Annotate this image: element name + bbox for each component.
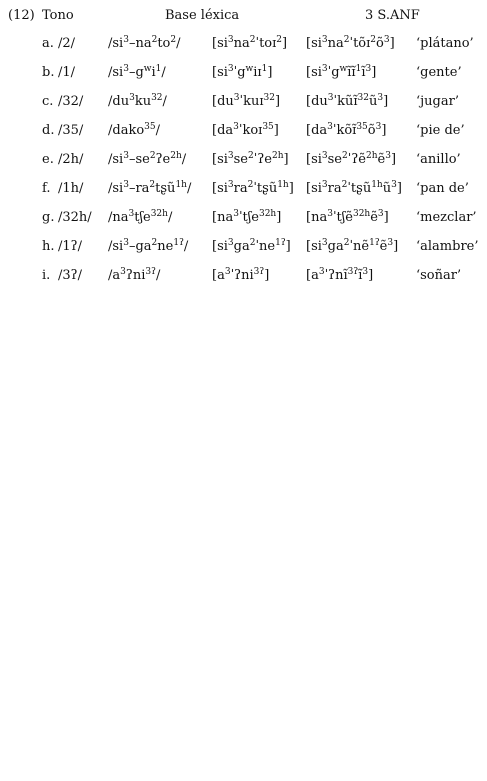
row-3s-anf-form [306, 181, 402, 197]
segment-text: / [161, 65, 166, 80]
segment-text: [du [212, 94, 234, 109]
segment-text: [da [306, 123, 328, 138]
row-surface-form [212, 152, 289, 168]
segment-text: se [327, 152, 343, 167]
tone-superscript: 3 [227, 151, 234, 161]
tone-superscript: 3ʔ [253, 267, 265, 277]
row-tone: /3ʔ/ [58, 268, 83, 283]
segment-text: –ra [128, 181, 150, 196]
tone-superscript: 1ʔ [275, 238, 286, 248]
segment-text: ] [264, 268, 270, 283]
segment-text: ] [381, 123, 387, 138]
row-letter: f. [42, 181, 51, 196]
segment-text: ] [371, 65, 377, 80]
segment-text: [si [306, 239, 322, 254]
tone-superscript: 3 [327, 122, 333, 132]
segment-text: õ [367, 123, 376, 138]
tone-superscript: 3 [227, 238, 234, 248]
example-number: (12) [8, 8, 35, 23]
tone-superscript: 32 [263, 93, 275, 103]
tone-superscript: 3 [383, 35, 390, 45]
segment-text: /si [108, 152, 124, 167]
segment-text: ˈkõɪ̃ [332, 123, 357, 138]
segment-text: ] [282, 36, 288, 51]
row-tone: /1h/ [58, 181, 84, 196]
segment-text: ] [273, 123, 279, 138]
tone-superscript: 3 [321, 64, 328, 74]
segment-text: ʔe [155, 152, 171, 167]
segment-text: [si [212, 239, 228, 254]
segment-text: /si [108, 36, 124, 51]
row-gloss: ‘gente’ [416, 65, 462, 80]
tone-superscript: 2 [370, 35, 377, 45]
segment-text: ] [276, 210, 282, 225]
row-tone: /1ʔ/ [58, 239, 83, 254]
tone-superscript: 2 [343, 238, 350, 248]
row-gloss: ‘plátano’ [416, 36, 474, 51]
tone-superscript: 2 [342, 151, 348, 161]
segment-text: –ga [128, 239, 152, 254]
header-3s-anf: 3 S.ANF [365, 8, 420, 23]
tone-superscript: 3 [385, 151, 391, 161]
tone-superscript: 2 [341, 180, 348, 190]
tone-superscript: 3 [362, 267, 369, 277]
row-gloss: ‘soñar’ [416, 268, 462, 283]
segment-text: ] [274, 94, 281, 109]
tone-superscript: 3 [227, 35, 234, 45]
tone-superscript: 3 [377, 93, 384, 103]
segment-text: / [155, 268, 161, 283]
tone-superscript: 2 [248, 151, 254, 161]
segment-text: ] [390, 152, 397, 167]
tone-superscript: 2 [149, 180, 156, 190]
tone-superscript: 3 [387, 238, 394, 248]
tone-superscript: 32 [357, 93, 369, 103]
tone-superscript: 3 [123, 180, 129, 190]
row-surface-form [212, 65, 272, 81]
tone-superscript: 3 [391, 180, 397, 190]
segment-text: /si [108, 65, 124, 80]
tone-superscript: 2h [170, 151, 182, 161]
tone-superscript: 3 [227, 64, 234, 74]
segment-text: ˈg [233, 65, 246, 80]
segment-text: [a [306, 268, 319, 283]
segment-text: /a [108, 268, 121, 283]
tone-superscript: 3ʔ [145, 267, 156, 277]
segment-text: ] [267, 65, 273, 80]
row-3s-anf-form [306, 94, 388, 110]
segment-text: –na [128, 36, 152, 51]
segment-text: / [176, 36, 181, 51]
row-letter: d. [42, 123, 55, 138]
segment-text: [si [306, 152, 322, 167]
segment-text: [na [212, 210, 234, 225]
segment-text: ra [327, 181, 342, 196]
segment-text: ĩɪ̃ [347, 65, 356, 80]
segment-text: –g [128, 65, 144, 80]
row-gloss: ‘anillo’ [416, 152, 461, 167]
tone-superscript: 2 [151, 35, 158, 45]
segment-text: ga [327, 239, 344, 254]
segment-text: ˈkoɪ [238, 123, 263, 138]
tone-superscript: 1ʔ [369, 238, 380, 248]
tone-superscript: 1 [155, 64, 162, 74]
segment-text: /na [108, 210, 129, 225]
row-letter: g. [42, 210, 55, 225]
segment-text: /si [108, 239, 124, 254]
row-tone: /2h/ [58, 152, 84, 167]
header-tone: Tono [42, 8, 74, 23]
tone-superscript: 3 [321, 35, 328, 45]
tone-superscript: 1h [277, 180, 289, 190]
segment-text: ˈtoɪ [255, 36, 277, 51]
tone-superscript: 2h [272, 151, 284, 161]
segment-text: ũ [368, 94, 378, 109]
segment-text: / [167, 210, 173, 225]
segment-text: na [327, 36, 344, 51]
tone-superscript: 2 [249, 35, 256, 45]
tone-superscript: 3 [233, 122, 239, 132]
segment-text: ˈg [327, 65, 340, 80]
row-letter: h. [42, 239, 55, 254]
segment-text: [da [212, 123, 234, 138]
segment-text: ] [396, 181, 402, 196]
row-base-lexica [108, 152, 186, 168]
segment-text: /dako [108, 123, 145, 138]
row-base-lexica [108, 210, 172, 226]
segment-text: ĩ [358, 268, 363, 283]
segment-text: ˈnẽ [349, 239, 370, 254]
segment-text: i [151, 65, 156, 80]
tone-superscript: 2 [249, 238, 256, 248]
tone-superscript: 3 [123, 64, 129, 74]
tone-superscript: 3 [233, 209, 239, 219]
row-base-lexica [108, 123, 160, 139]
segment-text: /du [108, 94, 130, 109]
segment-text: ẽ [370, 210, 378, 225]
segment-text: ga [233, 239, 250, 254]
tone-superscript: 1h [371, 180, 383, 190]
tone-superscript: 3 [129, 93, 135, 103]
segment-text: ] [383, 210, 389, 225]
tone-superscript: w [143, 64, 152, 74]
tone-superscript: 32h [352, 209, 371, 219]
segment-text: ˈʔnĩ [324, 268, 348, 283]
segment-text: / [186, 181, 192, 196]
segment-text: ] [283, 152, 289, 167]
segment-text: / [183, 239, 189, 254]
row-tone: /32h/ [58, 210, 92, 225]
tone-superscript: 35 [356, 122, 368, 132]
segment-text: [na [306, 210, 328, 225]
tone-superscript: 32 [151, 93, 163, 103]
row-letter: b. [42, 65, 55, 80]
row-3s-anf-form [306, 152, 396, 168]
tone-superscript: 3 [224, 267, 231, 277]
row-tone: /1/ [58, 65, 76, 80]
segment-text: [si [212, 152, 228, 167]
tone-superscript: 1ʔ [173, 238, 184, 248]
segment-text: ˈtõɪ [349, 36, 371, 51]
segment-text: na [233, 36, 250, 51]
segment-text: / [155, 123, 160, 138]
row-gloss: ‘alambre’ [416, 239, 479, 254]
segment-text: ku [134, 94, 152, 109]
segment-text: ] [288, 181, 294, 196]
row-tone: /2/ [58, 36, 76, 51]
row-surface-form [212, 210, 281, 226]
tone-superscript: 3 [327, 209, 333, 219]
row-letter: i. [42, 268, 51, 283]
tone-superscript: 35 [262, 122, 274, 132]
tone-superscript: 2h [366, 151, 378, 161]
tone-superscript: 3 [227, 180, 234, 190]
row-3s-anf-form [306, 65, 376, 81]
segment-text: ˈkuɪ [239, 94, 264, 109]
tone-superscript: 1 [261, 64, 268, 74]
row-3s-anf-form [306, 210, 389, 226]
tone-superscript: 2 [276, 35, 283, 45]
segment-text: ẽ [377, 152, 386, 167]
segment-text: ] [285, 239, 291, 254]
segment-text: [si [212, 181, 228, 196]
tone-superscript: 3 [123, 151, 129, 161]
segment-text: / [162, 94, 167, 109]
segment-text: ˈʔẽ [347, 152, 366, 167]
tone-superscript: 2 [247, 180, 254, 190]
segment-text: / [181, 152, 187, 167]
segment-text: ˈtʃẽ [332, 210, 353, 225]
tone-superscript: 2 [151, 238, 158, 248]
segment-text: ˈtʃe [238, 210, 259, 225]
segment-text: ] [368, 268, 374, 283]
tone-superscript: 3 [120, 267, 126, 277]
tone-superscript: 3 [321, 151, 328, 161]
segment-text: [a [212, 268, 225, 283]
segment-text: [si [212, 36, 228, 51]
tone-superscript: 3 [365, 64, 372, 74]
tone-superscript: 2 [343, 35, 350, 45]
tone-superscript: 3 [123, 35, 129, 45]
header-base-lexica: Base léxica [165, 8, 240, 23]
tone-superscript: 3ʔ [347, 267, 359, 277]
segment-text: –se [128, 152, 150, 167]
tone-superscript: 3 [321, 238, 328, 248]
row-surface-form [212, 268, 269, 284]
tone-superscript: w [339, 64, 348, 74]
segment-text: ra [233, 181, 248, 196]
row-3s-anf-form [306, 268, 373, 284]
row-tone: /35/ [58, 123, 84, 138]
row-letter: a. [42, 36, 54, 51]
segment-text: ˈʔe [253, 152, 272, 167]
tone-superscript: 1 [355, 64, 362, 74]
segment-text: ] [393, 239, 399, 254]
segment-text: se [233, 152, 249, 167]
segment-text: to [157, 36, 171, 51]
tone-superscript: 3 [321, 180, 328, 190]
segment-text: ˈne [255, 239, 276, 254]
segment-text: [du [306, 94, 328, 109]
segment-text: ] [383, 94, 389, 109]
row-3s-anf-form [306, 239, 398, 255]
row-gloss: ‘pie de’ [416, 123, 465, 138]
segment-text: ˈtʂũ [347, 181, 372, 196]
tone-superscript: 1h [175, 180, 187, 190]
segment-text: ne [157, 239, 174, 254]
tone-superscript: 3 [375, 122, 382, 132]
row-gloss: ‘pan de’ [416, 181, 469, 196]
segment-text: ũ [382, 181, 392, 196]
tone-superscript: 3 [318, 267, 325, 277]
segment-text: [si [306, 65, 322, 80]
row-surface-form [212, 36, 287, 52]
segment-text: [si [306, 181, 322, 196]
tone-superscript: 32h [258, 209, 277, 219]
tone-superscript: 2 [149, 151, 156, 161]
segment-text: ẽ [379, 239, 388, 254]
segment-text: [si [212, 65, 228, 80]
tone-superscript: 3 [233, 93, 240, 103]
segment-text: ˈkũɪ̃ [333, 94, 358, 109]
segment-text: /si [108, 181, 124, 196]
segment-text: ĩ [361, 65, 366, 80]
segment-text: iɪ [253, 65, 262, 80]
row-surface-form [212, 181, 294, 197]
segment-text: ʔni [125, 268, 146, 283]
row-letter: e. [42, 152, 54, 167]
row-base-lexica [108, 36, 181, 52]
segment-text: tʃe [134, 210, 151, 225]
row-gloss: ‘jugar’ [416, 94, 459, 109]
row-base-lexica [108, 65, 166, 81]
tone-superscript: 3 [377, 209, 384, 219]
tone-superscript: 32h [150, 209, 168, 219]
segment-text: tʂũ [155, 181, 176, 196]
tone-superscript: 3 [327, 93, 334, 103]
row-surface-form [212, 123, 279, 139]
row-3s-anf-form [306, 123, 386, 139]
segment-text: õ [376, 36, 384, 51]
row-letter: c. [42, 94, 54, 109]
tone-superscript: 35 [144, 122, 156, 132]
tone-superscript: 2 [170, 35, 177, 45]
row-base-lexica [108, 181, 191, 197]
row-surface-form [212, 239, 291, 255]
tone-superscript: w [245, 64, 254, 74]
row-3s-anf-form [306, 36, 395, 52]
segment-text: ˈtʂũ [253, 181, 278, 196]
row-surface-form [212, 94, 280, 110]
segment-text: [si [306, 36, 322, 51]
segment-text: ˈʔni [230, 268, 254, 283]
row-gloss: ‘mezclar’ [416, 210, 477, 225]
tone-superscript: 3 [128, 209, 135, 219]
row-base-lexica [108, 268, 160, 284]
tone-superscript: 3 [123, 238, 129, 248]
row-tone: /32/ [58, 94, 84, 109]
row-base-lexica [108, 94, 167, 110]
row-base-lexica [108, 239, 188, 255]
segment-text: ] [389, 36, 395, 51]
